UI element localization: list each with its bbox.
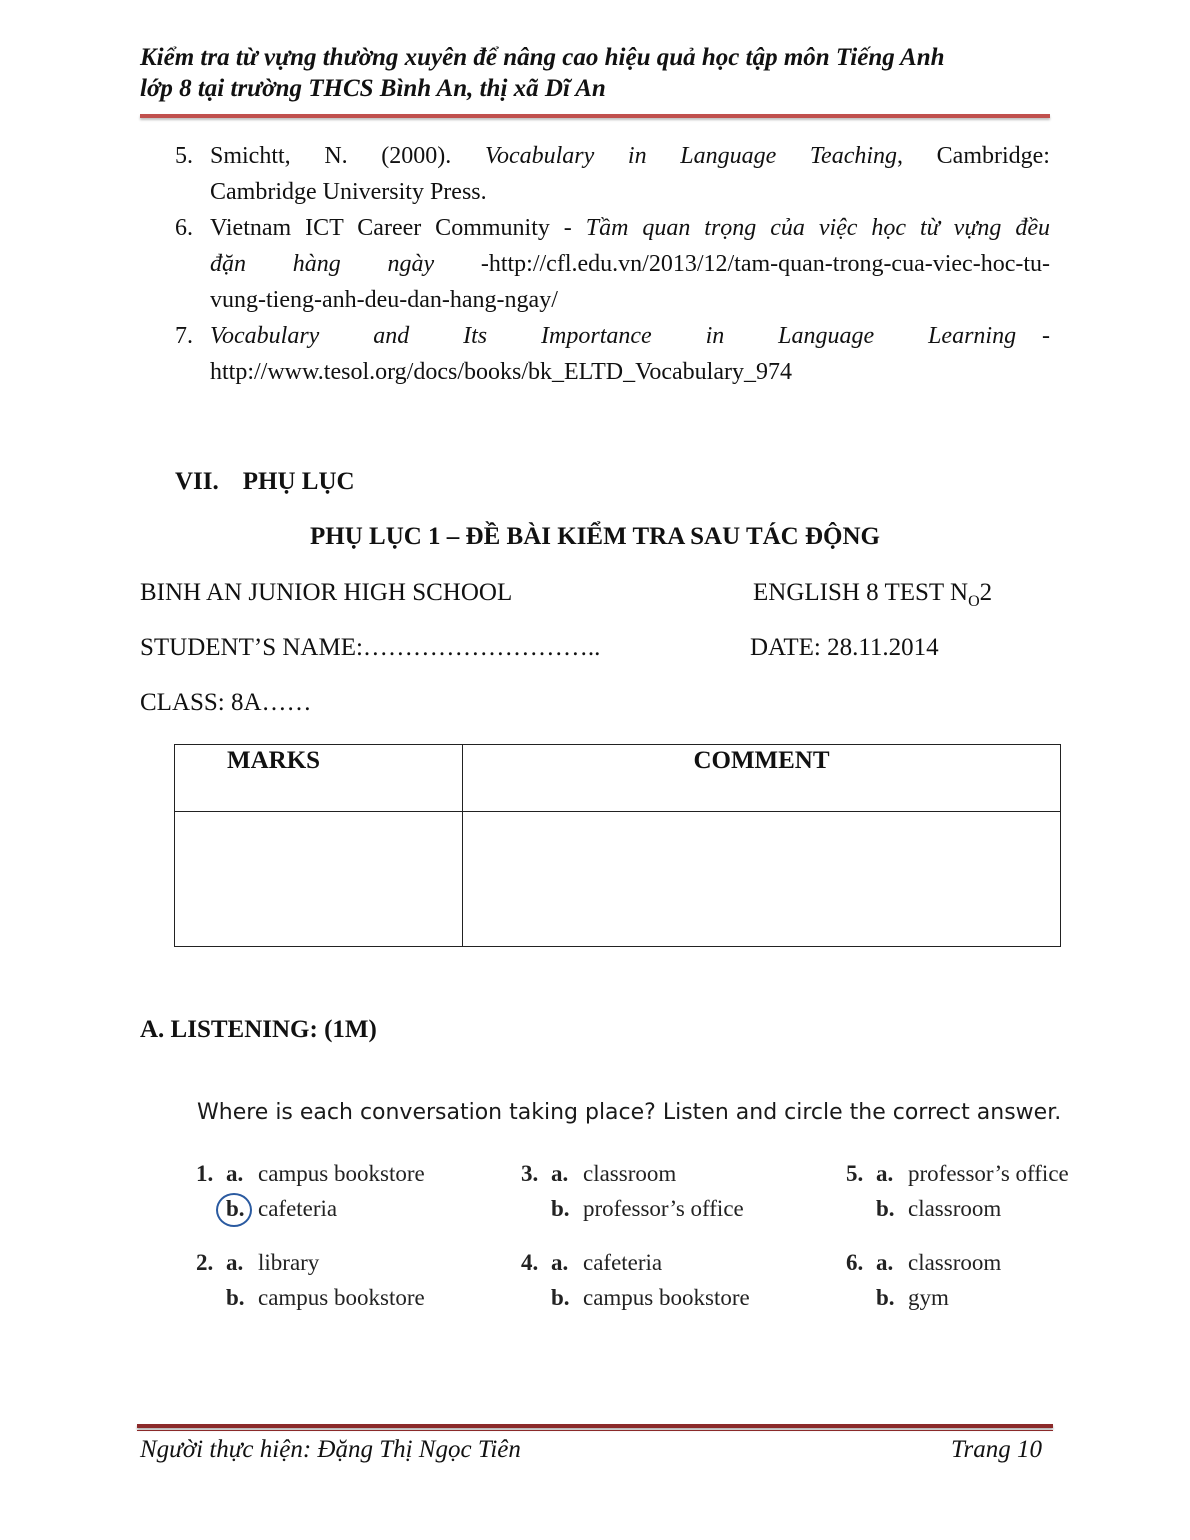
listening-heading: A. LISTENING: (1M) <box>140 1016 377 1043</box>
reference-number: 7. <box>175 323 193 349</box>
footer-page-number: Trang 10 <box>951 1436 1043 1463</box>
section-heading: VII. PHỤ LỤC <box>175 468 355 495</box>
marks-header-cell: MARKS <box>175 745 463 812</box>
reference-number: 5. <box>175 143 193 169</box>
test-number: ENGLISH 8 TEST $N_O2$ <box>753 579 993 610</box>
student-name-field: STUDENT’S NAME:……………………….. <box>140 634 601 661</box>
class-field: CLASS: 8A…… <box>140 689 312 716</box>
reference-6: 6. Vietnam ICT Career Community - Tầm quan trọng của việc học từ vựng đều đặn hàng ngày -http://cfl.edu.vn/2013/12/tam-quan-trong-cua-viec-hoc-tu- vung-tieng-anh-deu-dan-hang-ngay/ <box>175 210 1050 318</box>
header-line-1: Kiểm tra từ vựng thường xuyên để nâng cao hiệu quả học tập môn Tiếng Anh <box>140 44 945 71</box>
school-name: BINH AN JUNIOR HIGH SCHOOL <box>140 579 513 606</box>
footer-author: Người thực hiện: Đặng Thị Ngọc Tiên <box>140 1436 521 1463</box>
listening-instruction: Where is each conversation taking place? Listen and circle the correct answer. <box>197 1100 1062 1125</box>
footer-divider-thin <box>137 1430 1053 1431</box>
reference-5: 5. Smichtt, N. (2000). Vocabulary in Language Teaching, Cambridge: Cambridge University Press. <box>175 138 1050 210</box>
reference-number: 6. <box>175 215 193 241</box>
header-line-2: lớp 8 tại trường THCS Bình An, thị xã Dĩ An <box>140 75 606 102</box>
comment-entry-cell <box>463 812 1061 947</box>
marks-entry-cell <box>175 812 463 947</box>
page-header-title <box>140 42 1040 104</box>
header-divider <box>140 114 1050 118</box>
test-date: DATE: 28.11.2014 <box>750 634 939 661</box>
reference-7: 7. Vocabulary and Its Importance in Language Learning - http://www.tesol.org/docs/books/bk_ELTD_Vocabulary_974 <box>175 318 1050 390</box>
marks-comment-table <box>174 744 1061 947</box>
comment-header-cell: COMMENT <box>463 745 1061 812</box>
appendix-title: PHỤ LỤC 1 – ĐỀ BÀI KIỂM TRA SAU TÁC ĐỘNG <box>310 523 880 550</box>
footer-divider <box>137 1424 1053 1428</box>
